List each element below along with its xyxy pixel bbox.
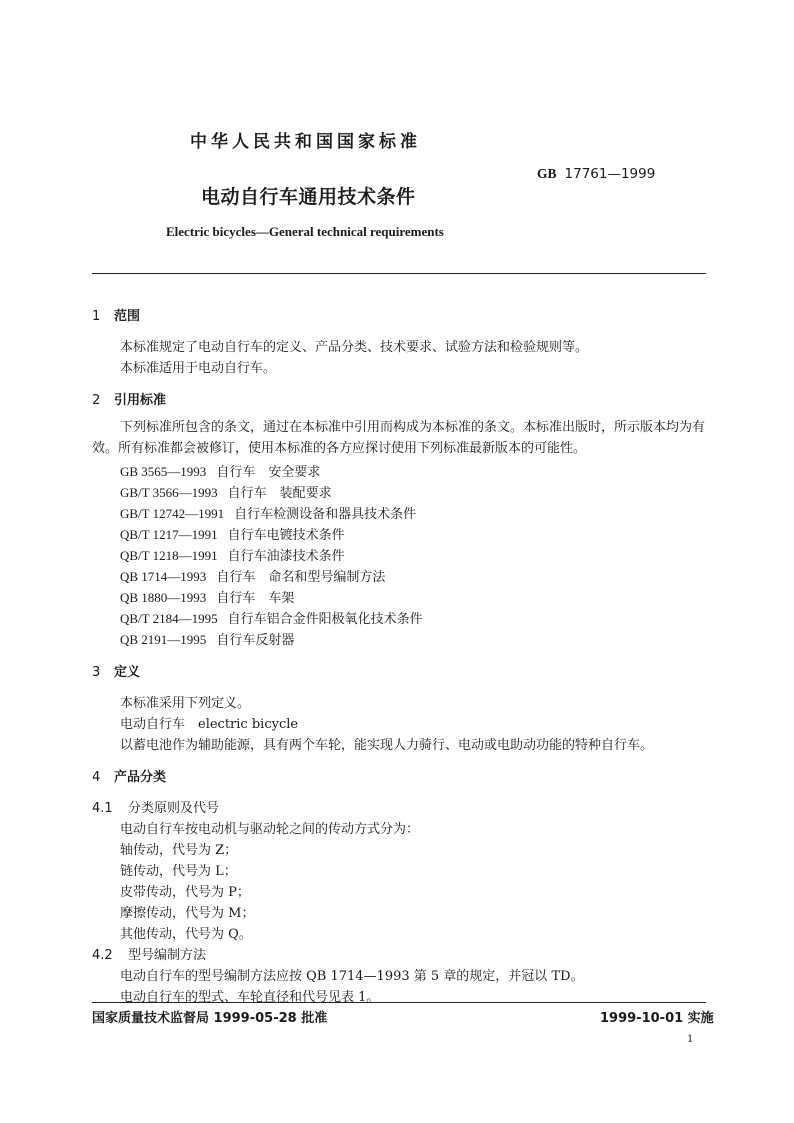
implementation-line: 1999-10-01 实施	[600, 1011, 714, 1026]
reference-item: QB 1714—1993 自行车 命名和型号编制方法	[120, 569, 386, 585]
standard-code-prefix: GB	[537, 166, 557, 181]
definition-term: 电动自行车 electric bicycle	[120, 717, 299, 732]
section-1-paragraph: 本标准规定了电动自行车的定义、产品分类、技术要求、试验方法和检验规则等。	[120, 340, 589, 355]
footer-divider	[92, 1002, 706, 1003]
section-3-heading: 3 定义	[92, 665, 141, 680]
subsection-line: 电动自行车的型式、车轮直径和代号见表 1。	[120, 990, 380, 1005]
standard-code	[537, 166, 655, 182]
section-1-paragraph: 本标准适用于电动自行车。	[120, 361, 277, 376]
subsection-line: 链传动，代号为 L；	[120, 864, 237, 879]
subsection-line: 电动自行车按电动机与驱动轮之间的传动方式分为：	[120, 822, 420, 837]
standard-title: 电动自行车通用技术条件	[201, 186, 416, 208]
header-divider	[92, 273, 706, 274]
section-1-heading: 1 范围	[92, 309, 141, 324]
reference-item: GB/T 12742—1991 自行车检测设备和器具技术条件	[120, 506, 417, 522]
standard-code-number: 17761—1999	[564, 166, 656, 182]
page-number: 1	[687, 1031, 693, 1045]
section-2-heading: 2 引用标准	[92, 393, 167, 408]
reference-item: QB/T 1218—1991 自行车油漆技术条件	[120, 548, 345, 564]
reference-item: QB/T 1217—1991 自行车电镀技术条件	[120, 527, 345, 543]
section-4-heading: 4 产品分类	[92, 770, 167, 785]
reference-item: GB 3565—1993 自行车 安全要求	[120, 464, 321, 480]
reference-item: GB/T 3566—1993 自行车 装配要求	[120, 485, 332, 501]
subsection-4-2-heading: 4.2 型号编制方法	[92, 948, 207, 963]
subsection-line: 轴传动，代号为 Z；	[120, 843, 238, 858]
definition-text: 以蓄电池作为辅助能源，具有两个车轮，能实现人力骑行、电动或电助动功能的特种自行车。	[120, 738, 654, 753]
reference-item: QB 2191—1995 自行车反射器	[120, 632, 295, 648]
section-2-intro: 下列标准所包含的条文，通过在本标准中引用而构成为本标准的条文。本标准出版时，所示版本均为有效。所有标准都会被修订，使用本标准的各方应探讨使用下列标准最新版本的可能性。	[92, 420, 706, 456]
section-3-paragraph: 本标准采用下列定义。	[120, 696, 251, 711]
issuing-org: 中华人民共和国国家标准	[190, 132, 421, 152]
reference-item: QB 1880—1993 自行车 车架	[120, 590, 295, 606]
reference-item: QB/T 2184—1995 自行车铝合金件阳极氧化技术条件	[120, 611, 423, 627]
subsection-line: 皮带传动，代号为 P；	[120, 885, 250, 900]
approval-line: 国家质量技术监督局 1999-05-28 批准	[92, 1011, 328, 1026]
subsection-4-1-heading: 4.1 分类原则及代号	[92, 801, 220, 816]
standard-title-en: Electric bicycles—General technical requirements	[166, 224, 444, 239]
subsection-line: 电动自行车的型号编制方法应按 QB 1714—1993 第 5 章的规定，并冠以 TD。	[120, 969, 584, 984]
subsection-line: 其他传动，代号为 Q。	[120, 927, 252, 942]
subsection-line: 摩擦传动，代号为 M；	[120, 906, 255, 921]
